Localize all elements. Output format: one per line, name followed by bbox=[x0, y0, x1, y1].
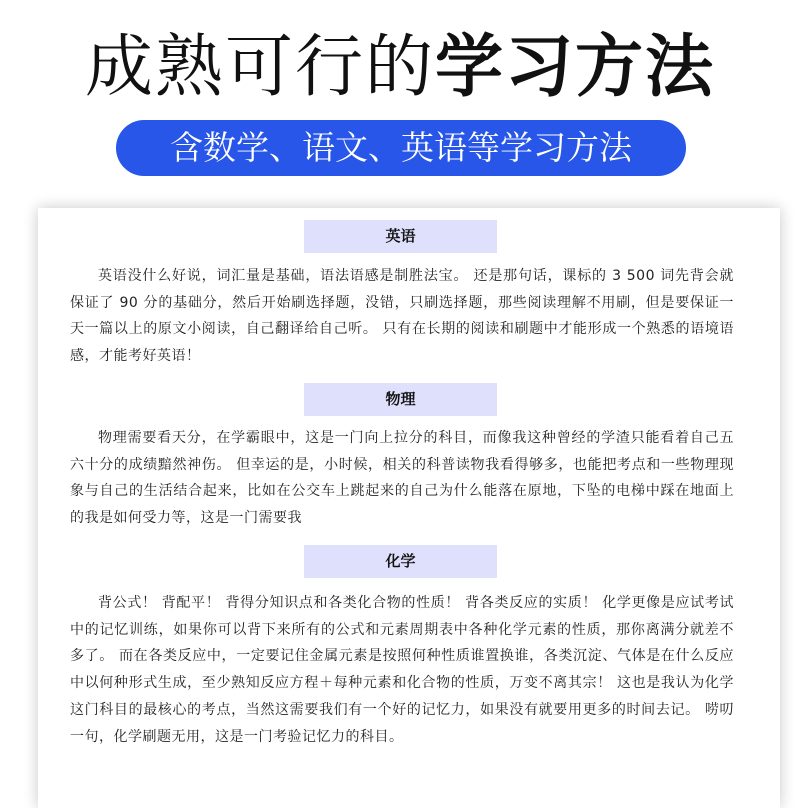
section-body-physics: 物理需要看天分，在学霸眼中，这是一门向上拉分的科目，而像我这种曾经的学渣只能看着自己五六十分的成绩黯然神伤。 但幸运的是，小时候，相关的科普读物我看得够多，也能把考点和一些物理现象与自己的生活结合起来，比如在公交车上跳起来的自己为什么能落在原地，下坠的电梯中踩在地面上的我是如何受力等，这是一门需要我 bbox=[70, 430, 734, 527]
section-heading-physics: 物理 bbox=[304, 383, 497, 416]
page-title bbox=[0, 18, 800, 118]
section-body-chemistry: 背公式！ 背配平！ 背得分知识点和各类化合物的性质！ 背各类反应的实质！ 化学更像是应试考试中的记忆训练，如果你可以背下来所有的公式和元素周期表中各种化学元素的性质，那你离满分就差不多了。 而在各类反应中，一定要记住金属元素是按照何种性质谁置换谁，各类沉淀、气体是在什么反应中以何种形式生成，至少熟知反应方程＋每种元素和化合物的性质，万变不离其宗！ 这也是我认为化学这门科目的最核心的考点，当然这需要我们有一个好的记忆力，如果没有就要用更多的时间去记。 唠叨一句，化学刷题无用，这是一门考验记忆力的科目。 bbox=[70, 595, 734, 745]
section-heading-english: 英语 bbox=[304, 220, 497, 253]
section-body-english: 英语没什么好说，词汇量是基础，语法语感是制胜法宝。 还是那句话，课标的 3 500 词先背会就保证了 90 分的基础分，然后开始刷选择题，没错，只刷选择题，那些阅读理解不用刷，但是要保证一天一篇以上的原文小阅读，自己翻译给自己听。 只有在长期的阅读和刷题中才能形成一个熟悉的语境语感，才能考好英语！ bbox=[70, 268, 734, 365]
title-light-part: 成熟可行的 bbox=[84, 28, 435, 107]
title-bold-part: 学习方法 bbox=[435, 28, 716, 107]
subtitle-banner: 含数学、语文、英语等学习方法 bbox=[116, 120, 686, 176]
section-heading-chemistry: 化学 bbox=[304, 545, 497, 578]
document-page bbox=[38, 208, 780, 808]
